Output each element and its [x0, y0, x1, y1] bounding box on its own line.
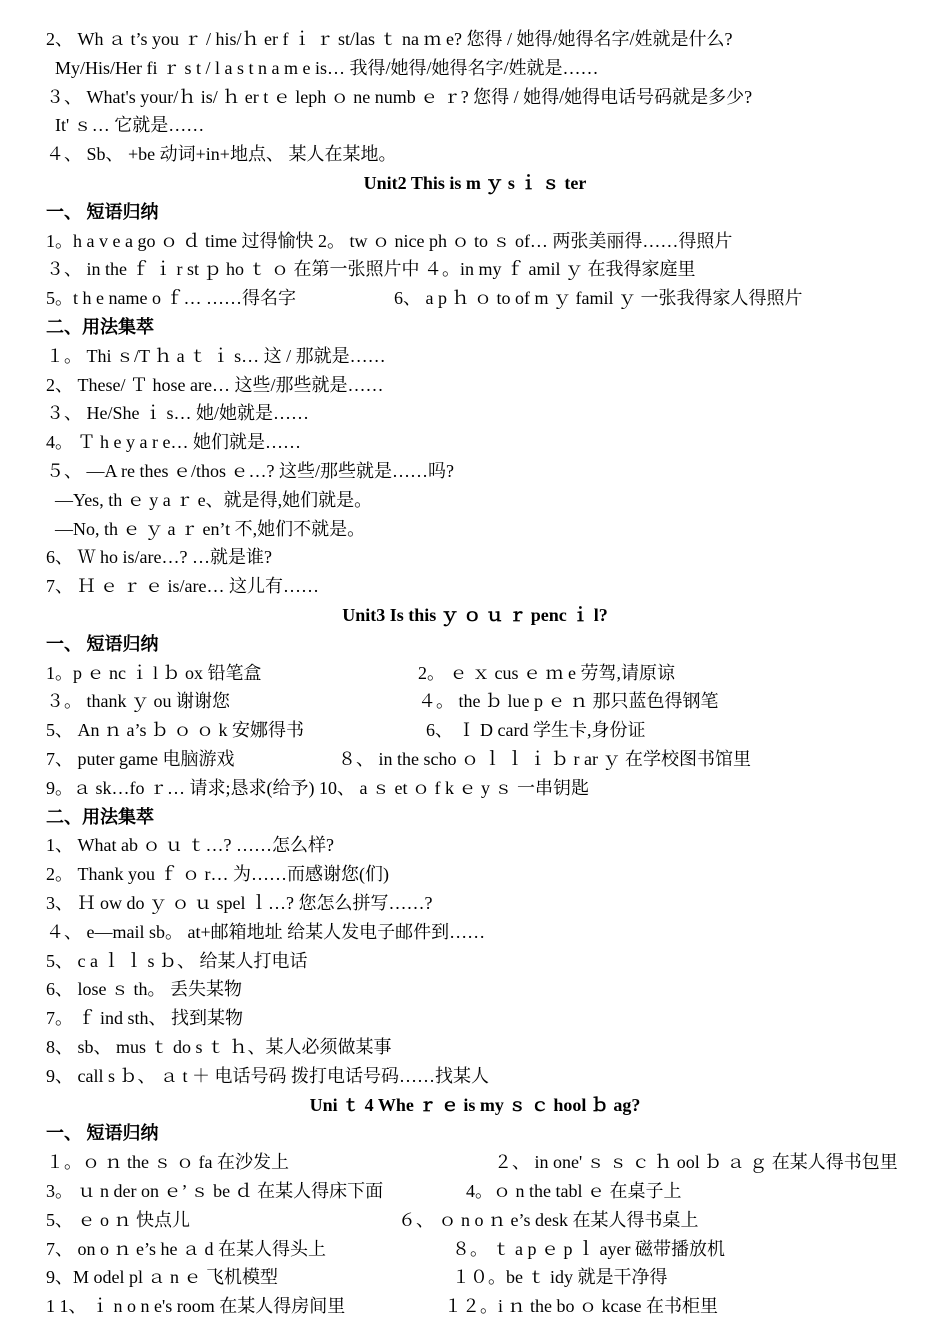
text-line: 2、 Wh ａ t’s you ｒ / his/ｈ er f ｉ ｒ st/las ｔ na ｍ e? 您得 / 她得/她得名字/姓就是什么? — [46, 29, 733, 49]
text-line: —Yes, th ｅ y a ｒ e、就是得,她们就是。 — [55, 489, 373, 510]
text-line: ３、 He/She ｉ s… 她/她就是…… — [46, 403, 309, 424]
section-heading: 二、用法集萃 — [46, 806, 154, 827]
text-line: 5、 An ｎ a’s ｂ ｏ ｏ k 安娜得书 — [46, 720, 304, 741]
text-line: 7、 puter game 电脑游戏 — [46, 749, 235, 769]
text-line: １。 Thi ｓ/T ｈ a ｔ ｉ s… 这 / 那就是…… — [46, 345, 386, 366]
text-line-column-2: １０。be ｔ idy 就是干净得 — [452, 1267, 668, 1288]
text-line-column-2: ８、 in the scho ｏ ｌ ｌ ｉ ｂ r ar ｙ 在学校图书馆里 — [338, 749, 751, 769]
unit-title: Uni ｔ 4 Whe ｒ ｅ is my ｓ ｃ hool ｂ ag? — [309, 1094, 641, 1115]
section-heading: 二、用法集萃 — [46, 317, 154, 337]
text-line: 4。 Ｔ h e y a r e… 她们就是…… — [46, 432, 301, 453]
text-line: 5、 c a ｌ ｌ s ｂ、 给某人打电话 — [46, 950, 308, 971]
text-line: １。ｏ ｎ the ｓ ｏ fa 在沙发上 — [46, 1152, 289, 1173]
text-line-column-2: ４。 the ｂ lue p ｅ ｎ 那只蓝色得钢笔 — [418, 691, 719, 712]
text-line: 9、M odel pl ａ n ｅ 飞机模型 — [46, 1267, 278, 1288]
text-line: 2。 Thank you ｆ ｏ r… 为……而感谢您(们) — [46, 864, 389, 885]
text-line: ４、 Sb、 +be 动词+in+地点、 某人在某地。 — [46, 144, 397, 165]
text-line: 1 1、 ｉ n o n e's room 在某人得房间里 — [46, 1296, 346, 1317]
text-line: 5。t h e name o ｆ… ……得名字 — [46, 288, 296, 309]
text-line: ３、 in the ｆ ｉ r st ｐ ho ｔ ｏ 在第一张照片中 ４。in my ｆ amil ｙ 在我得家庭里 — [46, 259, 696, 280]
text-line: 2、 These/ Ｔ hose are… 这些/那些就是…… — [46, 374, 384, 395]
text-line: 3、 Ｈ ow do ｙ ｏ ｕ spel ｌ…? 您怎么拼写……? — [46, 893, 433, 913]
text-line: ５、 —A re thes ｅ/thos ｅ…? 这些/那些就是……吗? — [46, 461, 454, 481]
text-line: 6、 Ｗ ho is/are…? …就是谁? — [46, 547, 272, 568]
text-line-column-2: 6、 a p ｈ ｏ to of m ｙ famil ｙ 一张我得家人得照片 — [394, 288, 803, 309]
section-heading: 一、 短语归纳 — [46, 201, 159, 222]
text-line: ３。 thank ｙ ou 谢谢您 — [46, 691, 230, 712]
text-line: 7。 ｆ ind sth、 找到某物 — [46, 1008, 244, 1029]
text-line: 9。ａ sk…fo ｒ… 请求;恳求(给予) 10、 a ｓ et ｏ f k ｅ y ｓ 一串钥匙 — [46, 777, 589, 798]
text-line: 6、 lose ｓ th。 丢失某物 — [46, 979, 242, 1000]
text-line-column-2: 6、 Ｉ D card 学生卡,身份证 — [426, 720, 646, 741]
text-line: 1。p ｅ nc ｉ l ｂ ox 铅笔盒 — [46, 662, 262, 683]
text-line: It' ｓ… 它就是…… — [55, 115, 205, 136]
text-line: ３、 What's your/ｈ is/ ｈ er t ｅ leph ｏ ne numb ｅ ｒ? 您得 / 她得/她得电话号码就是多少? — [46, 86, 753, 107]
text-line-column-2: ２、 in one' ｓ ｓ ｃ ｈ ool ｂ ａ ｇ 在某人得书包里 — [494, 1152, 898, 1173]
text-line: 7、 on o ｎ e’s he ａ d 在某人得头上 — [46, 1238, 326, 1259]
text-line: 1、 What ab ｏ ｕ ｔ…? ……怎么样? — [46, 835, 334, 856]
text-line: ４、 e—mail sb。 at+邮箱地址 给某人发电子邮件到…… — [46, 921, 486, 942]
text-line: 1。h a v e a go ｏ ｄ time 过得愉快 2。 tw ｏ nice ph ｏ to ｓ of… 两张美丽得……得照片 — [46, 230, 733, 251]
text-line-column-2: 4。ｏ n the tabl ｅ 在桌子上 — [466, 1181, 682, 1201]
text-line: 7、 Ｈ ｅ ｒ ｅ is/are… 这儿有…… — [46, 576, 319, 597]
text-line: 3。 ｕ n der on ｅ’ ｓ be ｄ 在某人得床下面 — [46, 1181, 384, 1201]
text-line: 8、 sb、 mus ｔ do s ｔ ｈ、某人必须做某事 — [46, 1037, 392, 1057]
unit-title: Unit2 This is m ｙ s ｉ ｓ ter — [363, 173, 587, 193]
text-line-column-2: １２。i ｎ the bo ｏ kcase 在书柜里 — [444, 1296, 718, 1317]
text-line: My/His/Her fi ｒ s t / l a s t n a m e is… 我得/她得/她得名字/姓就是…… — [55, 57, 599, 78]
section-heading: 一、 短语归纳 — [46, 1123, 159, 1144]
text-line-column-2: 2。 ｅ ｘ cus ｅ ｍ e 劳驾,请原谅 — [418, 662, 675, 683]
text-line: 9、 call s ｂ、 ａ t ＋ 电话号码 拨打电话号码……找某人 — [46, 1065, 489, 1086]
text-line: —No, th ｅ ｙ a ｒ en’t 不,她们不就是。 — [55, 518, 366, 539]
text-line-column-2: ８。 ｔ a p ｅ p ｌ ayer 磁带播放机 — [452, 1238, 725, 1259]
text-line: 5、 ｅ o ｎ 快点儿 — [46, 1209, 190, 1230]
section-heading: 一、 短语归纳 — [46, 633, 159, 654]
unit-title: Unit3 Is this ｙ ｏ ｕ ｒ penc ｉ l? — [342, 605, 608, 625]
text-line-column-2: ６、 ｏ n o ｎ e’s desk 在某人得书桌上 — [398, 1209, 699, 1230]
